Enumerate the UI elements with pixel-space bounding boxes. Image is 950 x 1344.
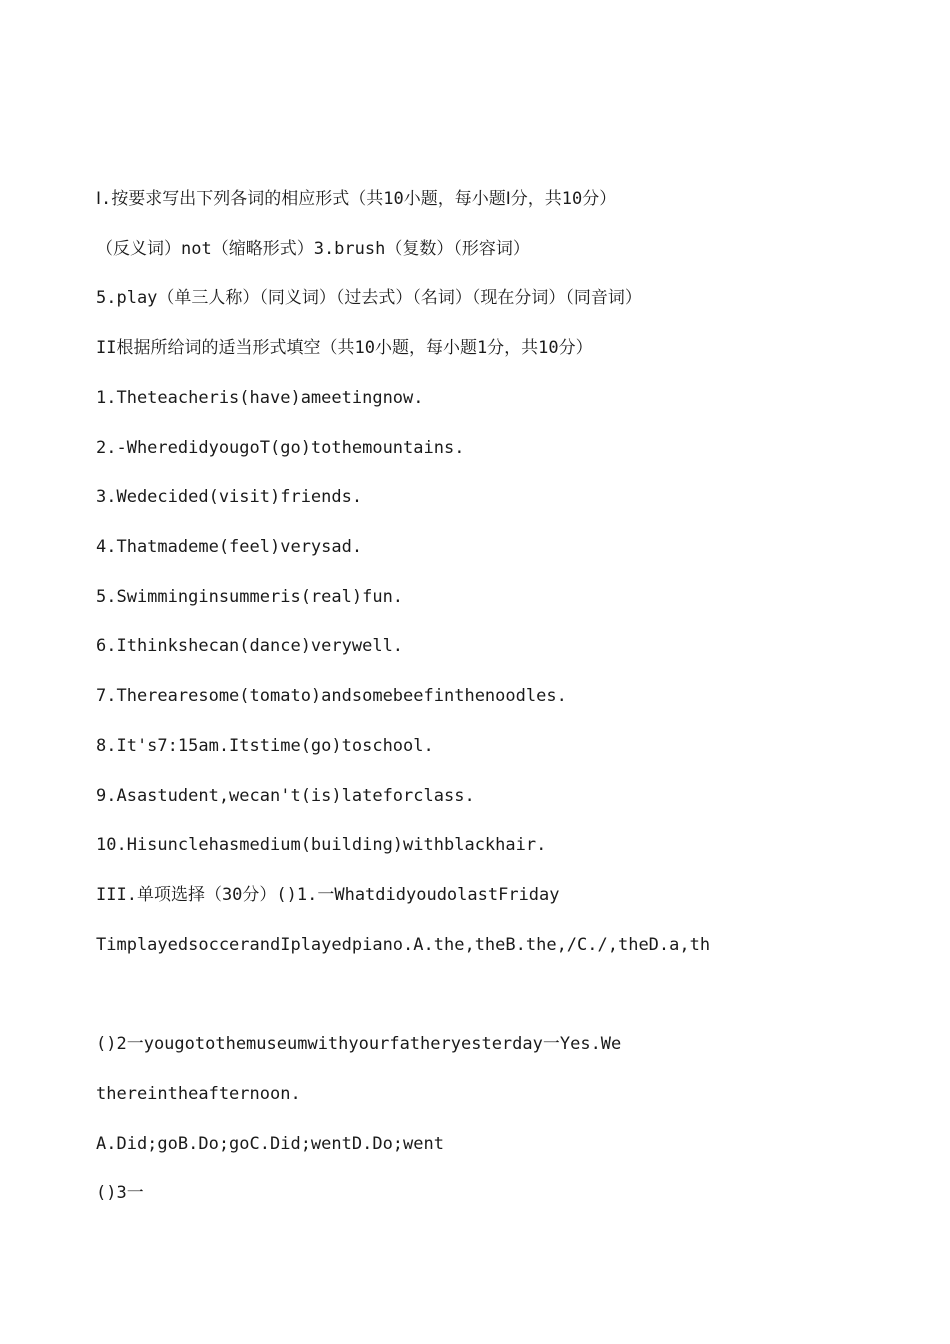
section-1-items-a: （反义词）not（缩略形式）3.brush（复数）（形容词）	[96, 239, 530, 259]
fill-item-6: 6.Ithinkshecan(dance)verywell.	[96, 636, 404, 656]
section-1-heading: Ⅰ.按要求写出下列各词的相应形式（共10小题，每小题Ⅰ分，共10分）	[96, 189, 617, 209]
choice-2-question: ()2一yougotothemuseumwithyourfatheryesterday一Yes.We	[96, 1034, 622, 1054]
section-3-heading: III.单项选择（30分）()1.一WhatdidyoudolastFriday	[96, 885, 560, 905]
fill-item-10: 10.Hisunclehasmedium(building)withblackhair.	[96, 835, 547, 855]
fill-item-8: 8.It's7:15am.Itstime(go)toschool.	[96, 736, 434, 756]
fill-item-2: 2.-WheredidyougoT(go)tothemountains.	[96, 438, 465, 458]
fill-item-5: 5.Swimminginsummeris(real)fun.	[96, 587, 404, 607]
choice-1-options: TimplayedsoccerandIplayedpiano.A.the,theB.the,/C./,theD.a,th	[96, 935, 711, 955]
fill-item-7: 7.Therearesome(tomato)andsomebeefinthenoodles.	[96, 686, 567, 706]
choice-2-options: A.Did;goB.Do;goC.Did;wentD.Do;went	[96, 1134, 444, 1154]
choice-3-question: ()3一	[96, 1183, 144, 1203]
section-2-heading: II根据所给词的适当形式填空（共10小题，每小题1分，共10分）	[96, 338, 593, 358]
choice-2-question-cont: thereintheafternoon.	[96, 1084, 301, 1104]
section-1-items-b: 5.play（单三人称）（同义词）（过去式）（名词）（现在分词）（同音词）	[96, 288, 642, 308]
fill-item-4: 4.Thatmademe(feel)verysad.	[96, 537, 363, 557]
fill-item-3: 3.Wedecided(visit)friends.	[96, 487, 363, 507]
fill-item-9: 9.Asastudent,wecan't(is)lateforclass.	[96, 786, 475, 806]
fill-item-1: 1.Theteacheris(have)ameetingnow.	[96, 388, 424, 408]
